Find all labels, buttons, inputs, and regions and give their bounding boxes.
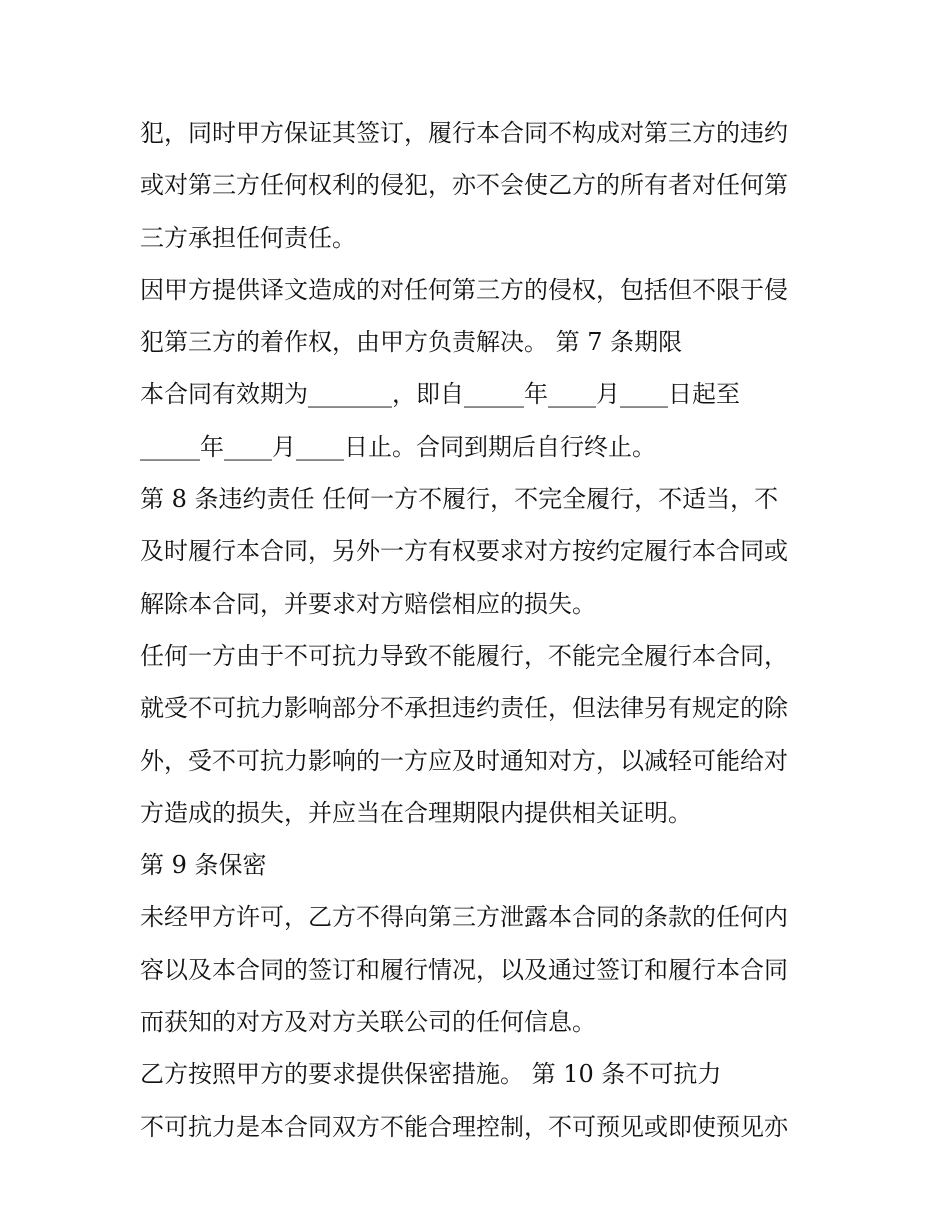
- text-line: 三方承担任何责任。: [140, 223, 356, 252]
- text-line: 乙方按照甲方的要求提供保密措施。 第 10 条不可抗力: [140, 1060, 722, 1089]
- text-line: 因甲方提供译文造成的对任何第三方的侵权，包括但不限于侵: [140, 275, 788, 304]
- text-line: 任何一方由于不可抗力导致不能履行，不能完全履行本合同，: [140, 641, 788, 670]
- text-line: 或对第三方任何权利的侵犯，亦不会使乙方的所有者对任何第: [140, 171, 788, 200]
- text-line: 犯，同时甲方保证其签订，履行本合同不构成对第三方的违约: [140, 119, 788, 147]
- text-line: 第 9 条保密: [140, 851, 267, 880]
- text-line: 解除本合同，并要求对方赔偿相应的损失。: [140, 589, 596, 618]
- contract-text: [140, 107, 820, 1153]
- text-line: 及时履行本合同，另外一方有权要求对方按约定履行本合同或: [140, 537, 788, 566]
- text-line: 而获知的对方及对方关联公司的任何信息。: [140, 1008, 596, 1037]
- text-line: 本合同有效期为_______，即自_____年____月____日起至: [140, 380, 740, 409]
- text-line: 外，受不可抗力影响的一方应及时通知对方，以减轻可能给对: [140, 746, 788, 775]
- text-line: 未经甲方许可，乙方不得向第三方泄露本合同的条款的任何内: [140, 903, 788, 932]
- text-line: 方造成的损失，并应当在合理期限内提供相关证明。: [140, 798, 692, 827]
- text-line: _____年____月____日止。合同到期后自行终止。: [140, 432, 656, 461]
- text-line: 不可抗力是本合同双方不能合理控制，不可预见或即使预见亦: [140, 1112, 788, 1141]
- text-line: 就受不可抗力影响部分不承担违约责任，但法律另有规定的除: [140, 694, 788, 723]
- text-line: 犯第三方的着作权，由甲方负责解决。 第 7 条期限: [140, 328, 683, 357]
- text-line: 容以及本合同的签订和履行情况，以及通过签订和履行本合同: [140, 955, 788, 984]
- text-line: 第 8 条违约责任 任何一方不履行，不完全履行，不适当，不: [140, 485, 779, 514]
